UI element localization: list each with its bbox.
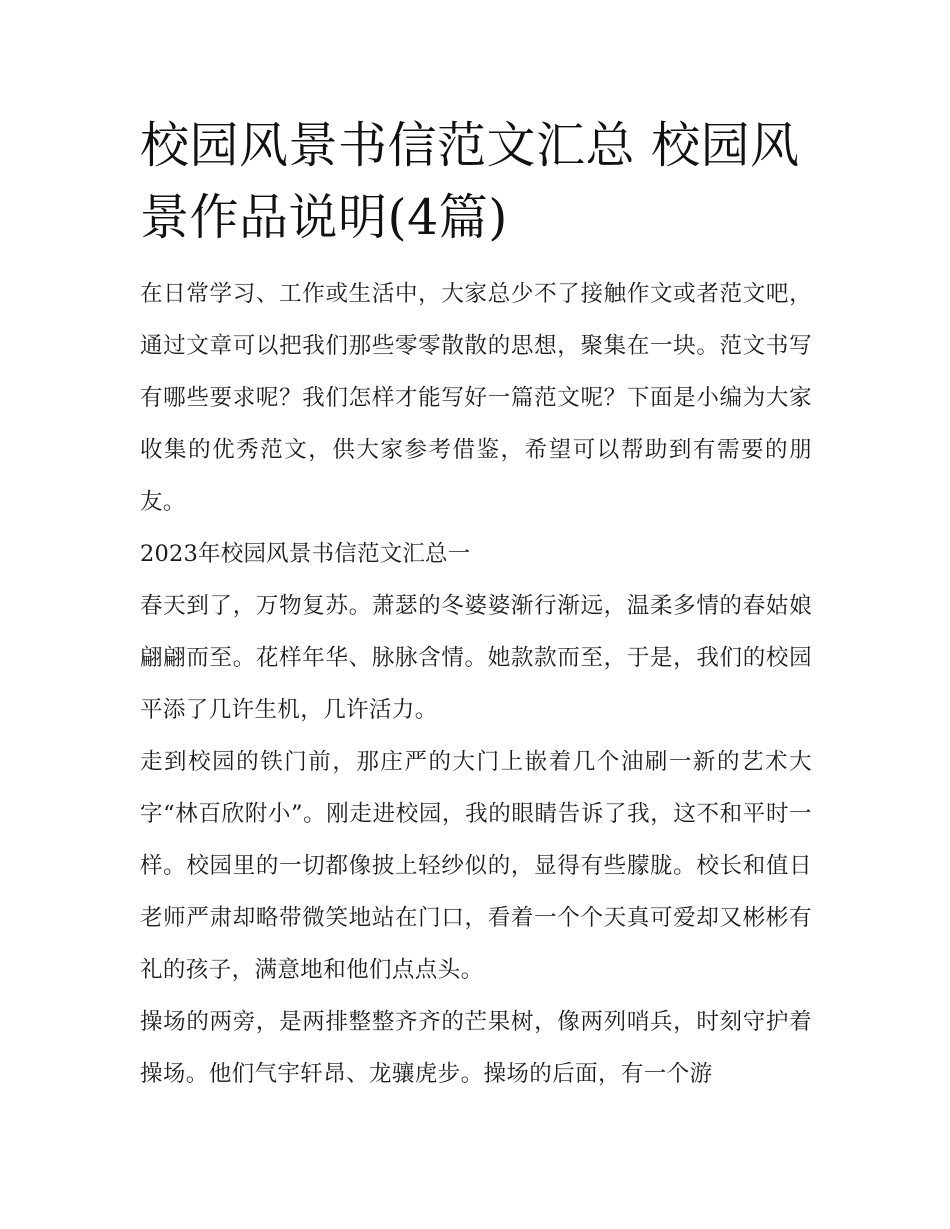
- body-paragraph-3: 操场的两旁，是两排整整齐齐的芒果树，像两列哨兵，时刻守护着操场。他们气宇轩昂、龙骧虎步。操场的后面，有一个游: [140, 1009, 812, 1087]
- intro-paragraph: 在日常学习、工作或生活中，大家总少不了接触作文或者范文吧，通过文章可以把我们那些零零散散的思想，聚集在一块。范文书写有哪些要求呢？我们怎样才能写好一篇范文呢？下面是小编为大家收集的优秀范文，供大家参考借鉴，希望可以帮助到有需要的朋友。: [140, 281, 812, 515]
- body-paragraph-2: 走到校园的铁门前，那庄严的大门上嵌着几个油刷一新的艺术大字“林百欣附小”。刚走进校园，我的眼睛告诉了我，这不和平时一样。校园里的一切都像披上轻纱似的，显得有些朦胧。校长和值日老师严肃却略带微笑地站在门口，看着一个个天真可爱却又彬彬有礼的孩子，满意地和他们点点头。: [140, 749, 812, 983]
- body-paragraph-1: 春天到了，万物复苏。萧瑟的冬婆婆渐行渐远，温柔多情的春姑娘翩翩而至。花样年华、脉脉含情。她款款而至，于是，我们的校园平添了几许生机，几许活力。: [140, 593, 812, 723]
- document-page: [140, 110, 812, 1100]
- section-heading: 2023年校园风景书信范文汇总一: [140, 541, 471, 567]
- document-title: 校园风景书信范文汇总 校园风景作品说明(4篇): [140, 117, 800, 246]
